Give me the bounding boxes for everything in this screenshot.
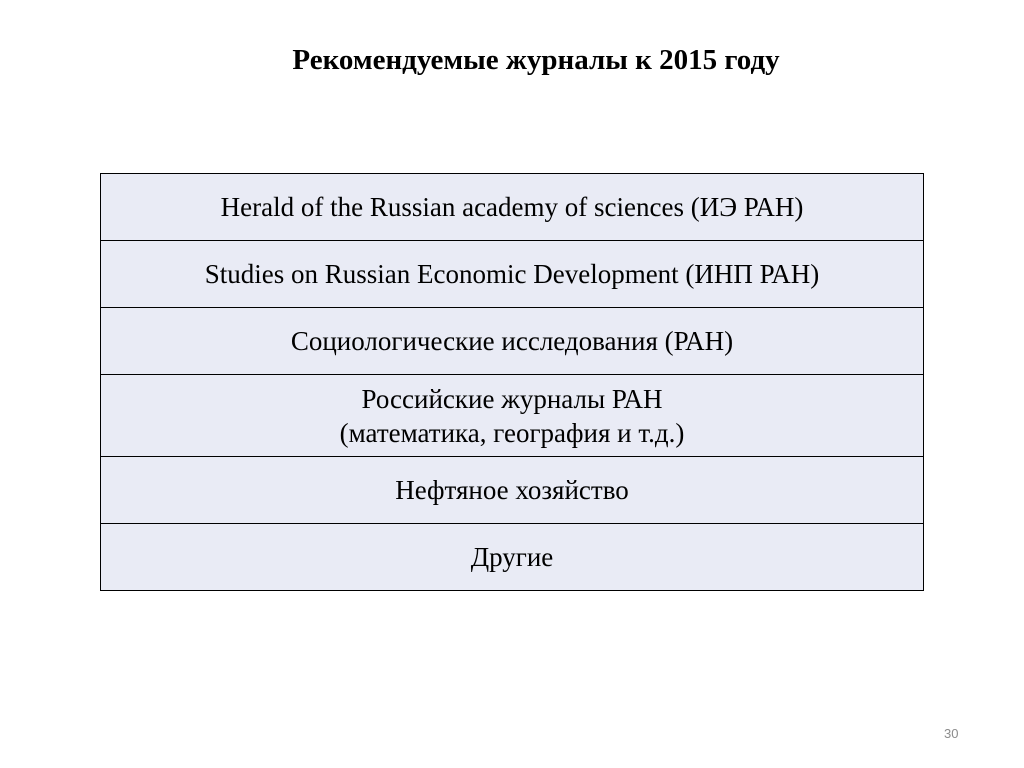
table-cell xyxy=(101,241,924,308)
table-cell xyxy=(101,174,924,241)
journal-name: Социологические исследования (РАН) xyxy=(290,326,734,356)
table-cell xyxy=(101,308,924,375)
table-cell xyxy=(101,375,924,457)
journal-name: Российские журналы РАН xyxy=(361,383,663,414)
journal-subtitle: (математика, география и т.д.) xyxy=(339,417,685,448)
table-cell xyxy=(101,524,924,591)
table-row xyxy=(101,174,924,241)
table-cell xyxy=(101,457,924,524)
journal-name: Другие xyxy=(470,542,554,572)
journals-table xyxy=(100,173,924,591)
page-number: 30 xyxy=(944,726,959,741)
slide-title: Рекомендуемые журналы к 2015 году xyxy=(292,44,780,76)
table-row xyxy=(101,308,924,375)
table-row xyxy=(101,375,924,457)
journal-name: Herald of the Russian academy of sciences (ИЭ РАН) xyxy=(220,192,804,222)
table-row xyxy=(101,457,924,524)
journal-name: Нефтяное хозяйство xyxy=(395,475,629,505)
table-row xyxy=(101,241,924,308)
journal-name: Studies on Russian Economic Development (ИНП РАН) xyxy=(204,259,820,289)
table-row xyxy=(101,524,924,591)
